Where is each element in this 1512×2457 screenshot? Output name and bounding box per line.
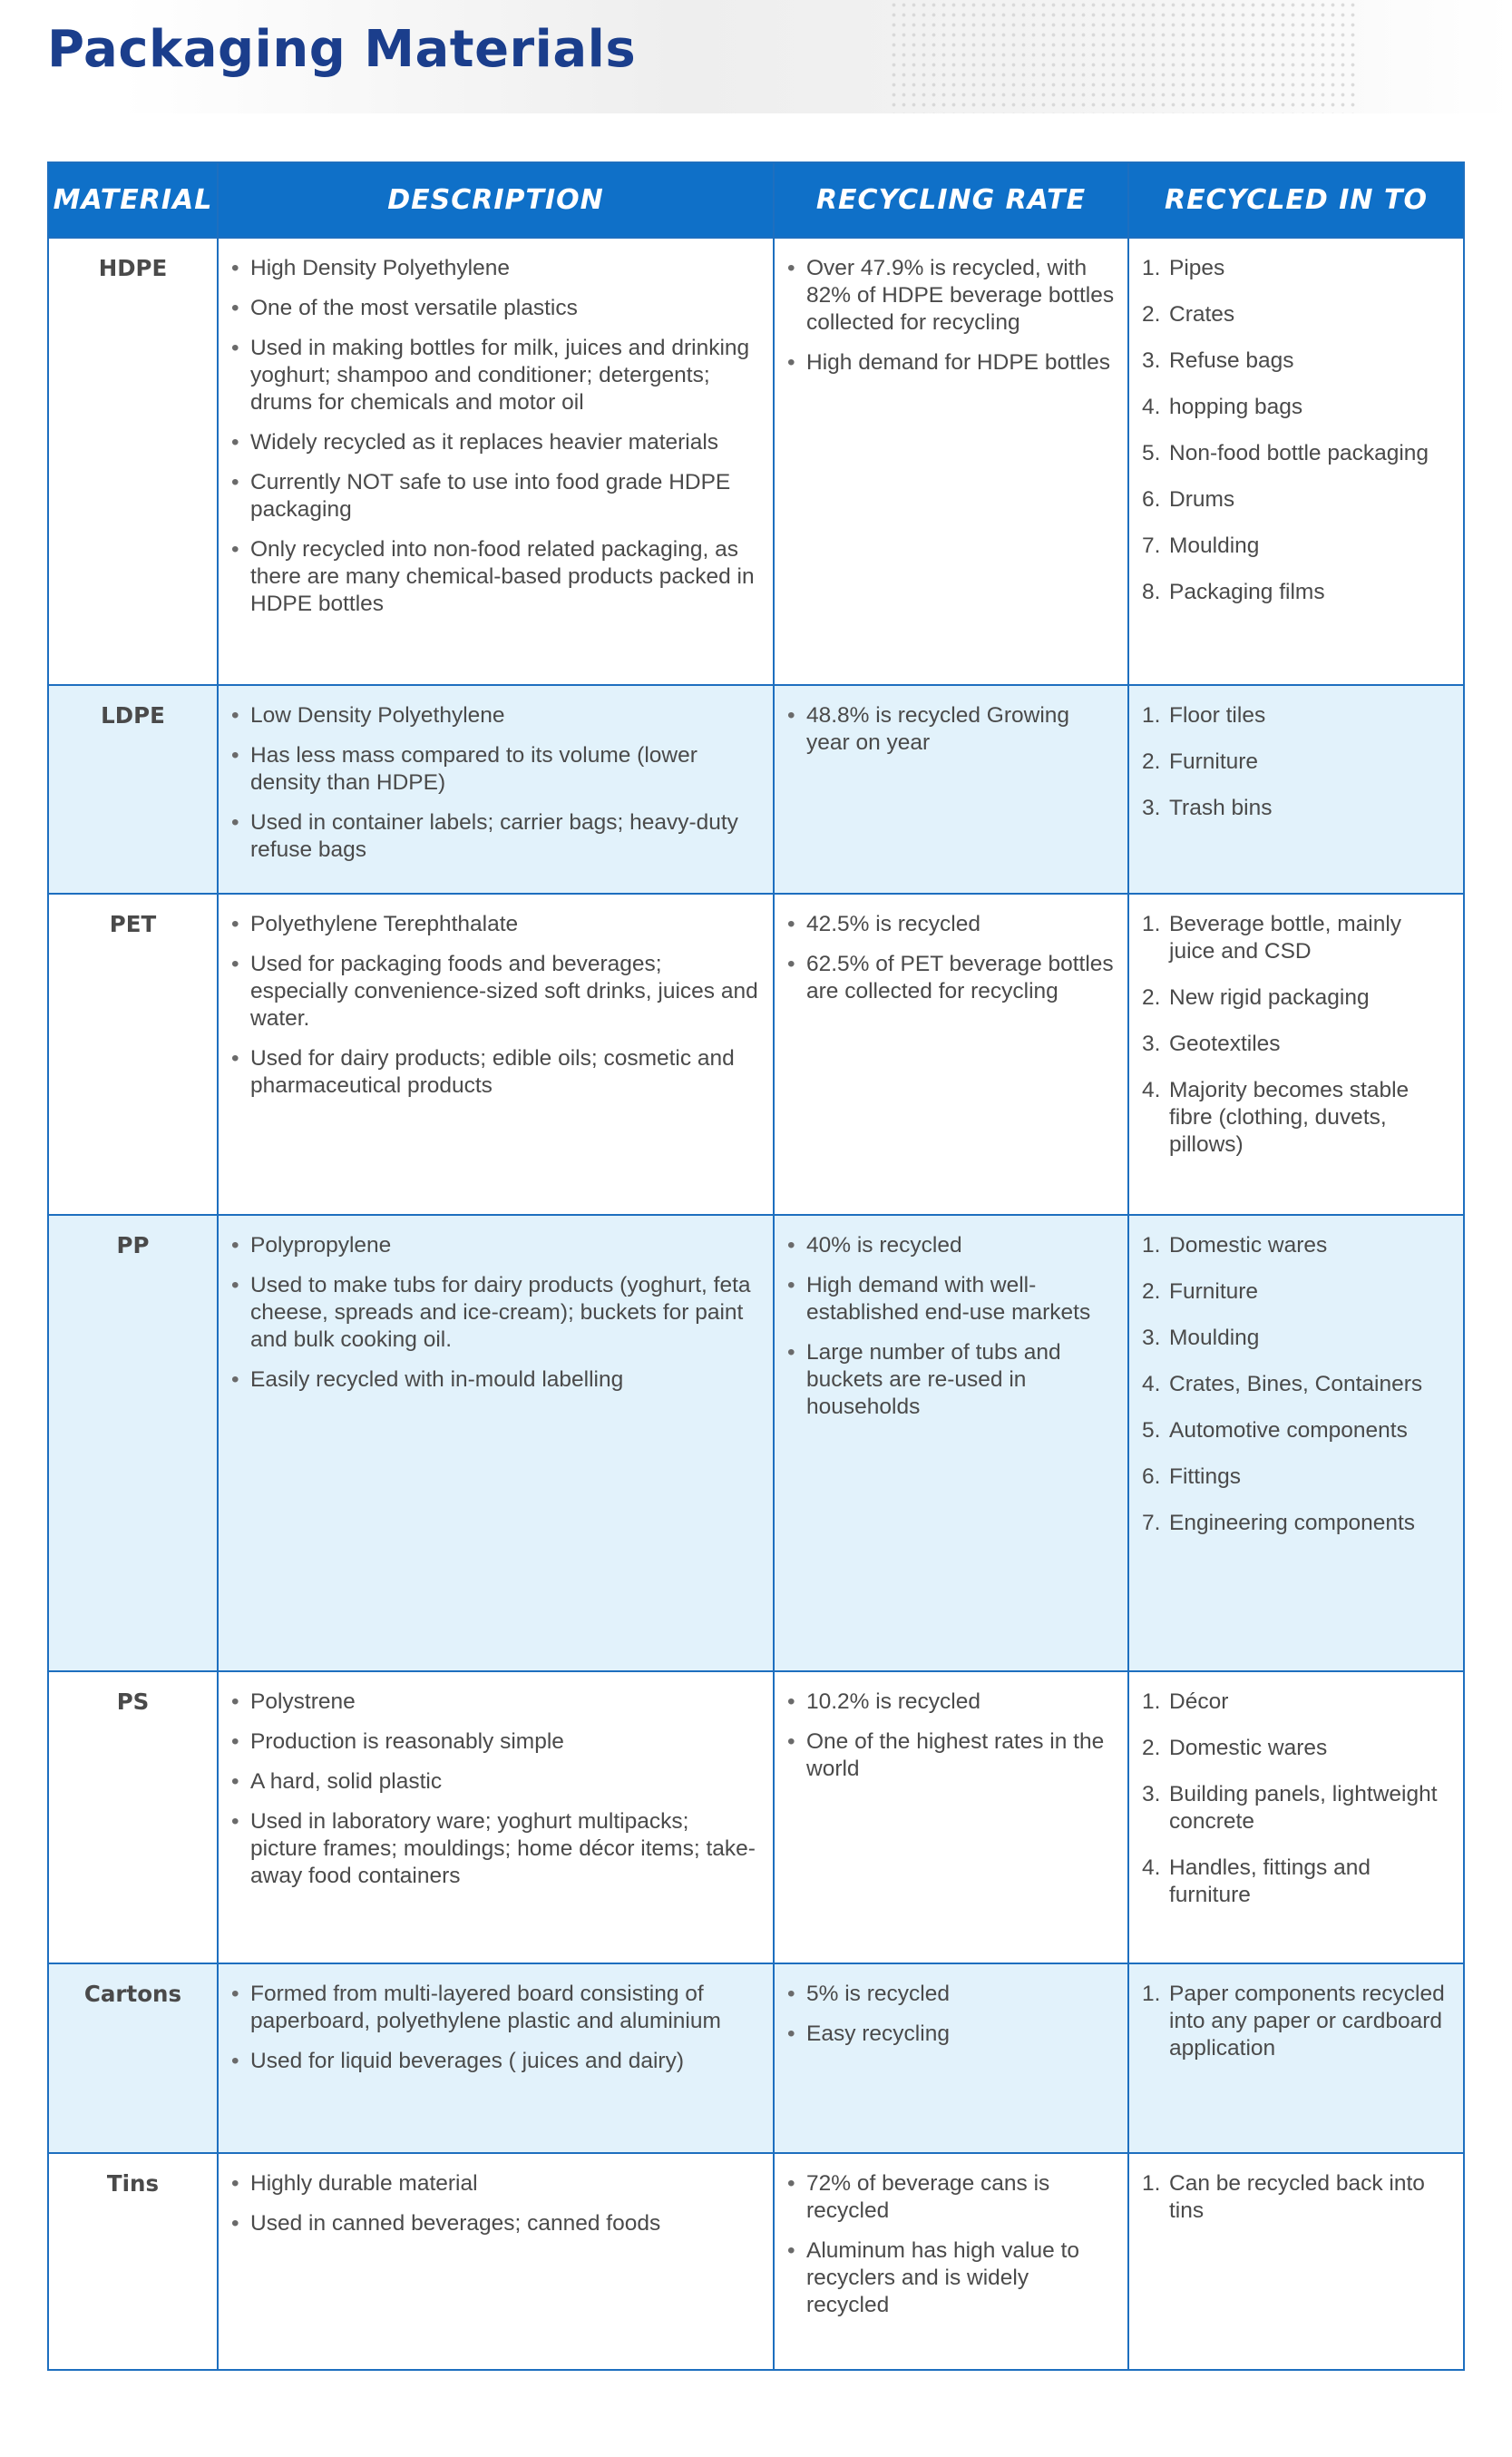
list-number: 2.: [1142, 1279, 1161, 1304]
list-number: 7.: [1142, 1511, 1161, 1535]
list-item: • Polypropylene: [231, 1232, 760, 1259]
list-item: • Low Density Polyethylene: [231, 702, 760, 729]
list-item-text: New rigid packaging: [1169, 985, 1370, 1010]
packaging-materials-table: [47, 162, 1465, 2371]
list-number: 7.: [1142, 533, 1161, 558]
list-item: • Used in container labels; carrier bags; heavy-duty refuse bags: [231, 809, 760, 864]
list-item: • Only recycled into non-food related packaging, as there are many chemical-based products packed in HDPE bottles: [231, 536, 760, 618]
recycling-rate-cell: [774, 2153, 1128, 2370]
list-number: 1.: [1142, 256, 1161, 280]
list-item: • Easy recycling: [787, 2021, 1115, 2048]
list-item-text: Crates: [1169, 302, 1235, 327]
material-cell: LDPE: [48, 685, 218, 894]
description-cell-list: [231, 1232, 760, 1394]
list-item: [1142, 795, 1450, 822]
column-header-recycling-rate: RECYCLING RATE: [774, 162, 1128, 238]
list-item-text: Can be recycled back into tins: [1169, 2171, 1425, 2223]
list-item: [1142, 1325, 1450, 1352]
list-item: • Production is reasonably simple: [231, 1728, 760, 1756]
recycled-into-cell: [1128, 1215, 1464, 1671]
list-item: • One of the highest rates in the world: [787, 1728, 1115, 1783]
material-cell: PS: [48, 1671, 218, 1963]
list-number: 1.: [1142, 2171, 1161, 2196]
list-item: • Currently NOT safe to use into food grade HDPE packaging: [231, 469, 760, 524]
list-item-text: Fittings: [1169, 1464, 1241, 1489]
list-item-text: Moulding: [1169, 1326, 1260, 1350]
recycling-rate-cell: [774, 685, 1128, 894]
list-item: • 40% is recycled: [787, 1232, 1115, 1259]
recycling-rate-cell: [774, 1671, 1128, 1963]
list-number: 5.: [1142, 441, 1161, 465]
list-item: [1142, 440, 1450, 467]
list-item: [1142, 394, 1450, 421]
list-number: 1.: [1142, 703, 1161, 728]
list-item: [1142, 1031, 1450, 1058]
list-item-text: Handles, fittings and furniture: [1169, 1855, 1371, 1907]
list-item: • 48.8% is recycled Growing year on year: [787, 702, 1115, 757]
list-item-text: Décor: [1169, 1689, 1229, 1714]
list-number: 3.: [1142, 1782, 1161, 1806]
list-item: [1142, 579, 1450, 606]
recycled-into-list: [1142, 702, 1450, 822]
recycling-rate-cell: [774, 894, 1128, 1215]
list-item: [1142, 1689, 1450, 1716]
recycling-rate-cell-list: [787, 1232, 1115, 1421]
list-item: • 42.5% is recycled: [787, 911, 1115, 938]
description-cell-list: [231, 255, 760, 618]
recycling-rate-cell-list: [787, 1981, 1115, 2048]
list-item: [1142, 1232, 1450, 1259]
recycling-rate-cell: [774, 1963, 1128, 2153]
list-number: 4.: [1142, 1372, 1161, 1396]
page-title: Packaging Materials: [47, 20, 637, 79]
decorative-dot-pattern: [889, 0, 1361, 113]
list-number: 8.: [1142, 580, 1161, 604]
list-item-text: Drums: [1169, 487, 1235, 512]
list-number: 2.: [1142, 985, 1161, 1010]
list-number: 4.: [1142, 395, 1161, 419]
list-item: [1142, 1278, 1450, 1306]
description-cell: [218, 1671, 774, 1963]
description-cell-list: [231, 702, 760, 864]
description-cell-list: [231, 1981, 760, 2075]
list-item: [1142, 1981, 1450, 2062]
material-cell: Tins: [48, 2153, 218, 2370]
list-item: • Used to make tubs for dairy products (yoghurt, feta cheese, spreads and ice-cream); buckets for paint and bulk cooking oil.: [231, 1272, 760, 1354]
list-number: 1.: [1142, 912, 1161, 936]
list-number: 4.: [1142, 1078, 1161, 1102]
recycled-into-cell: [1128, 1963, 1464, 2153]
recycled-into-list: [1142, 1232, 1450, 1537]
list-item: • Used for packaging foods and beverages; especially convenience-sized soft drinks, juices and water.: [231, 951, 760, 1033]
list-item-text: Floor tiles: [1169, 703, 1266, 728]
table-row: [48, 894, 1464, 1215]
list-item: • 72% of beverage cans is recycled: [787, 2170, 1115, 2225]
recycled-into-cell: [1128, 2153, 1464, 2370]
list-item-text: Paper components recycled into any paper or cardboard application: [1169, 1982, 1445, 2061]
table-row: [48, 2153, 1464, 2370]
list-item: • Easily recycled with in-mould labelling: [231, 1366, 760, 1394]
list-number: 3.: [1142, 1326, 1161, 1350]
list-item: • 62.5% of PET beverage bottles are collected for recycling: [787, 951, 1115, 1005]
table-body: [48, 238, 1464, 2370]
recycling-rate-cell: [774, 238, 1128, 685]
list-item: • One of the most versatile plastics: [231, 295, 760, 322]
list-item: [1142, 1855, 1450, 1909]
list-number: 6.: [1142, 487, 1161, 512]
list-item: • Used for dairy products; edible oils; cosmetic and pharmaceutical products: [231, 1045, 760, 1100]
list-item: [1142, 702, 1450, 729]
list-item: • Widely recycled as it replaces heavier materials: [231, 429, 760, 456]
list-item: [1142, 348, 1450, 375]
recycled-into-cell: [1128, 685, 1464, 894]
list-number: 1.: [1142, 1233, 1161, 1258]
list-item: • Has less mass compared to its volume (lower density than HDPE): [231, 742, 760, 797]
recycling-rate-cell-list: [787, 1689, 1115, 1783]
recycled-into-cell: [1128, 894, 1464, 1215]
list-item: • A hard, solid plastic: [231, 1768, 760, 1796]
table-row: [48, 238, 1464, 685]
list-item: [1142, 1077, 1450, 1159]
list-item: • Aluminum has high value to recyclers and is widely recycled: [787, 2237, 1115, 2319]
description-cell: [218, 685, 774, 894]
list-item: • Over 47.9% is recycled, with 82% of HDPE beverage bottles collected for recycling: [787, 255, 1115, 337]
material-cell: HDPE: [48, 238, 218, 685]
list-item: • Formed from multi-layered board consisting of paperboard, polyethylene plastic and aluminium: [231, 1981, 760, 2035]
list-item: [1142, 749, 1450, 776]
list-item: • High demand with well-established end-use markets: [787, 1272, 1115, 1326]
description-cell-list: [231, 1689, 760, 1890]
list-item: [1142, 1371, 1450, 1398]
list-number: 6.: [1142, 1464, 1161, 1489]
recycled-into-list: [1142, 1981, 1450, 2062]
list-item-text: Building panels, lightweight concrete: [1169, 1782, 1438, 1834]
material-cell: PP: [48, 1215, 218, 1671]
recycled-into-cell: [1128, 238, 1464, 685]
list-item-text: Engineering components: [1169, 1511, 1416, 1535]
description-cell-list: [231, 2170, 760, 2237]
list-item: [1142, 984, 1450, 1012]
list-item: • 5% is recycled: [787, 1981, 1115, 2008]
list-item-text: Packaging films: [1169, 580, 1325, 604]
recycled-into-list: [1142, 911, 1450, 1159]
list-item: [1142, 301, 1450, 328]
table-row: [48, 1215, 1464, 1671]
list-item-text: Geotextiles: [1169, 1032, 1281, 1056]
description-cell: [218, 238, 774, 685]
list-item-text: Moulding: [1169, 533, 1260, 558]
list-item: • Large number of tubs and buckets are re-used in households: [787, 1339, 1115, 1421]
list-item-text: Trash bins: [1169, 796, 1273, 820]
recycled-into-list: [1142, 255, 1450, 606]
list-number: 1.: [1142, 1689, 1161, 1714]
recycling-rate-cell-list: [787, 2170, 1115, 2319]
recycling-rate-cell-list: [787, 911, 1115, 1005]
list-item: [1142, 255, 1450, 282]
list-item-text: Majority becomes stable fibre (clothing, duvets, pillows): [1169, 1078, 1410, 1157]
column-header-recycled-into: RECYCLED IN TO: [1128, 162, 1464, 238]
description-cell-list: [231, 911, 760, 1100]
description-cell: [218, 894, 774, 1215]
list-item-text: Crates, Bines, Containers: [1169, 1372, 1423, 1396]
material-cell: PET: [48, 894, 218, 1215]
list-item: • Used in canned beverages; canned foods: [231, 2210, 760, 2237]
list-item: [1142, 1735, 1450, 1762]
recycled-into-cell: [1128, 1671, 1464, 1963]
list-item-text: Domestic wares: [1169, 1736, 1328, 1760]
list-item: • High Density Polyethylene: [231, 255, 760, 282]
list-item: • 10.2% is recycled: [787, 1689, 1115, 1716]
table-row: [48, 1963, 1464, 2153]
list-item-text: Automotive components: [1169, 1418, 1408, 1443]
list-item: [1142, 911, 1450, 965]
list-item: [1142, 1463, 1450, 1491]
description-cell: [218, 1215, 774, 1671]
list-item: [1142, 2170, 1450, 2225]
list-item: • Used in laboratory ware; yoghurt multipacks; picture frames; mouldings; home décor items; take-away food containers: [231, 1808, 760, 1890]
list-item-text: Refuse bags: [1169, 348, 1294, 373]
list-item: [1142, 1417, 1450, 1444]
list-item: [1142, 1781, 1450, 1835]
list-item-text: Non-food bottle packaging: [1169, 441, 1429, 465]
column-header-description: DESCRIPTION: [218, 162, 774, 238]
list-item: • Used in making bottles for milk, juices and drinking yoghurt; shampoo and conditioner; detergents; drums for chemicals and motor oil: [231, 335, 760, 416]
table-row: [48, 685, 1464, 894]
list-number: 3.: [1142, 348, 1161, 373]
list-item-text: Furniture: [1169, 749, 1259, 774]
list-item-text: Furniture: [1169, 1279, 1259, 1304]
table-row: [48, 1671, 1464, 1963]
list-item-text: Domestic wares: [1169, 1233, 1328, 1258]
recycling-rate-cell: [774, 1215, 1128, 1671]
list-number: 3.: [1142, 1032, 1161, 1056]
column-header-material: MATERIAL: [48, 162, 218, 238]
recycling-rate-cell-list: [787, 255, 1115, 377]
list-item-text: Pipes: [1169, 256, 1225, 280]
list-number: 2.: [1142, 1736, 1161, 1760]
list-number: 1.: [1142, 1982, 1161, 2006]
list-item-text: hopping bags: [1169, 395, 1303, 419]
list-item-text: Beverage bottle, mainly juice and CSD: [1169, 912, 1402, 964]
list-item: [1142, 1510, 1450, 1537]
list-number: 2.: [1142, 302, 1161, 327]
list-item: [1142, 533, 1450, 560]
material-cell: Cartons: [48, 1963, 218, 2153]
recycled-into-list: [1142, 1689, 1450, 1909]
list-item: • Polystrene: [231, 1689, 760, 1716]
list-item: • Used for liquid beverages ( juices and dairy): [231, 2048, 760, 2075]
description-cell: [218, 1963, 774, 2153]
list-item: • Highly durable material: [231, 2170, 760, 2198]
list-item: • High demand for HDPE bottles: [787, 349, 1115, 377]
list-number: 3.: [1142, 796, 1161, 820]
table-header-row: [48, 162, 1464, 238]
list-item: [1142, 486, 1450, 514]
list-number: 5.: [1142, 1418, 1161, 1443]
list-item: • Polyethylene Terephthalate: [231, 911, 760, 938]
recycling-rate-cell-list: [787, 702, 1115, 757]
description-cell: [218, 2153, 774, 2370]
list-number: 2.: [1142, 749, 1161, 774]
list-number: 4.: [1142, 1855, 1161, 1880]
recycled-into-list: [1142, 2170, 1450, 2225]
